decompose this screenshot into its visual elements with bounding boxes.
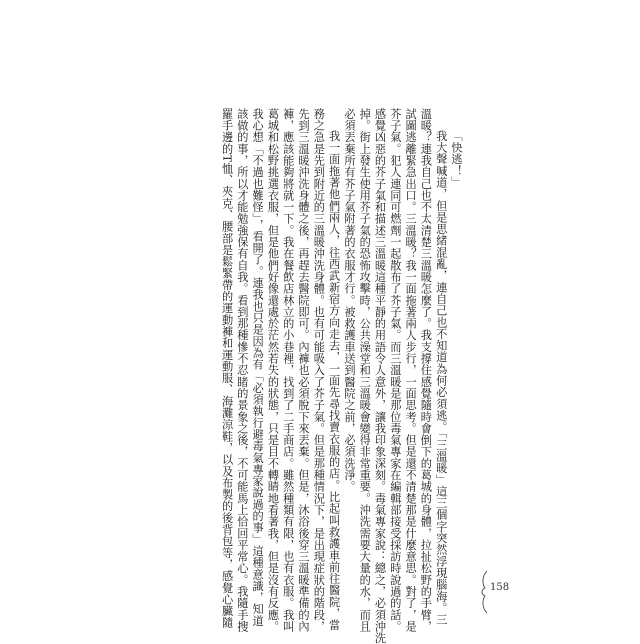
text-column: 葛城和松野挑選衣服，但是他們好像還處於茫然若失的狀態，只是目不轉睛地看著我，但是沒有反應。 xyxy=(266,108,280,633)
text-column: 試圖逃離緊急出口。三溫暖？我一面拖著兩人步行，一面思考。但是還不清楚那是什麼意思。對了，是 xyxy=(404,108,418,633)
page-number: 158 xyxy=(490,582,510,593)
text-column: 我一面拖著他們兩人，往西武新宿方向走去，一面先尋找賣衣服的店。比起叫救護車前往醫院，當 xyxy=(327,130,341,631)
text-column: 務之急是先到附近的三溫暖沖洗身體。也有可能吸入了芥子氣。但是那種情況下，是出現症狀的階段， xyxy=(312,108,326,633)
text-column: 我大聲喊道，但是思緒混亂，連自己也不知道為何必須逃。「三溫暖」這三個字突然浮現腦海。三 xyxy=(434,130,448,626)
text-column: 掉。街上發生使用芥子氣的恐怖攻擊時，公共澡堂和三溫暖會變得非常重要。沖洗需要大量的水，而且 xyxy=(358,108,372,633)
text-column: 褲，應該能夠將就一下。我在餐飲店林立的小巷裡，找到了二手商店。雖然種類有限，也有衣服。我叫 xyxy=(281,108,295,633)
vertical-text-body xyxy=(219,108,464,644)
page-number-bracket-icon xyxy=(479,570,489,614)
text-column: 「快逃！」 xyxy=(450,130,463,189)
text-column: 溫暖？連我自己也不太清楚三溫暖怎麼了。我支撐住感覺隨時會倒下的葛城的身體，拉扯松野的手臂， xyxy=(419,108,433,633)
text-column: 必須丟棄所有芥子氣附著的衣服才行。被救護車送到醫院之前，必須洗淨。 xyxy=(342,108,356,493)
text-column: 我心想「不過也難怪」，看開了。連我也只是因為有「必須執行避毒氣專家說過的事」這種意識，知道 xyxy=(251,108,265,627)
text-column: 羅手邊的T恤、夾克、腰部是鬆緊帶的運動褲和運動服、海灘涼鞋，以及布製的後背包等，感覺心臟隨 xyxy=(220,108,234,629)
text-column: 先到三溫暖沖洗身體之後，再趕去醫院即可。內褲也必須脫下來丟棄。但是，沐浴後穿三溫暖準備的內 xyxy=(297,108,311,633)
text-column: 芥子氣。犯人連同可燃劑一起散布了芥子氣。而三溫暖是那位毒氣專家在編輯部接受採訪時說過的話。 xyxy=(388,108,402,633)
text-column: 該做的事，所以才能勉強保有自我。看到那種慘不忍睹的景象之後，不可能馬上恰回平常心。我隨手搜 xyxy=(235,108,249,633)
text-column: 感覺凶惡的芥子氣和描述三溫暖這種平靜的用語令人意外，讓我印象深刻。毒氣專家說：總之，必須沖洗 xyxy=(373,108,387,644)
